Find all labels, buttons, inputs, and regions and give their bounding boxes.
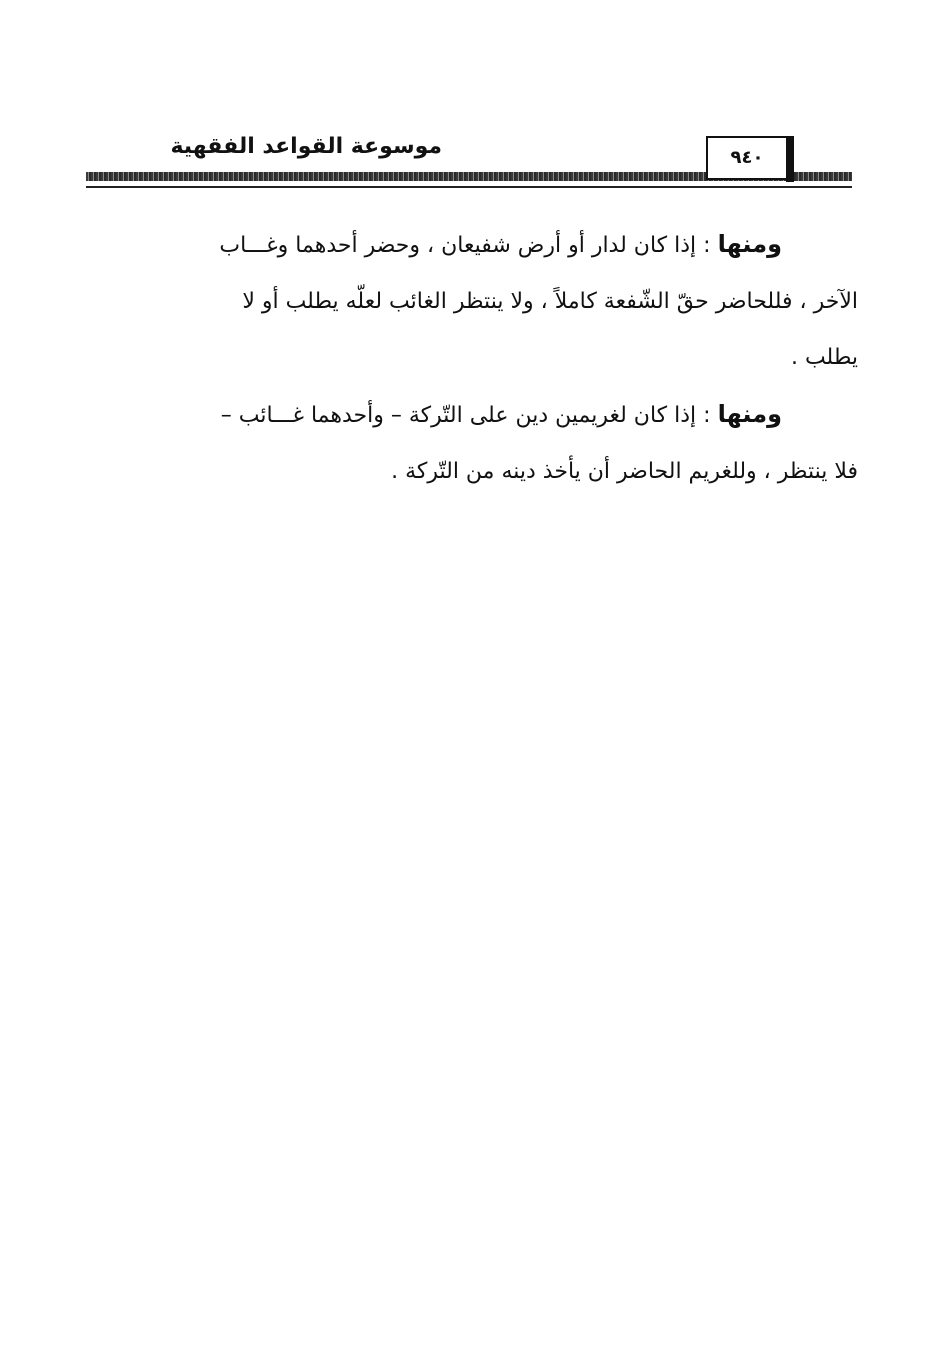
- paragraph-2-line-2: فلا ينتظر ، وللغريم الحاضر أن يأخذ دينه من التّركة .: [391, 459, 858, 484]
- page-header: [86, 128, 852, 196]
- paragraph-1: [86, 216, 858, 386]
- body-text: [86, 216, 858, 500]
- paragraph-1-line-3: يطلب .: [790, 345, 858, 370]
- paragraph-1-line-2: الآخر ، فللحاضر حقّ الشّفعة كاملاً ، ولا ينتظر الغائب لعلّه يطلب أو لا: [242, 289, 858, 314]
- running-title: موسوعة القواعد الفقهية: [170, 134, 442, 159]
- page-number: ٩٤٠: [730, 147, 764, 168]
- paragraph-2-line-1: ومنها : إذا كان لغريمين دين على التّركة – وأحدهما غـــائب –: [220, 400, 782, 428]
- paragraph-2: [86, 386, 858, 500]
- paragraph-lead: ومنها: [717, 230, 782, 258]
- paragraph-lead: ومنها: [717, 400, 782, 428]
- paragraph-1-line-1: ومنها : إذا كان لدار أو أرض شفيعان ، وحضر أحدهما وغـــاب: [219, 230, 782, 258]
- header-thin-rule: [86, 186, 852, 188]
- page-number-box: [706, 136, 788, 180]
